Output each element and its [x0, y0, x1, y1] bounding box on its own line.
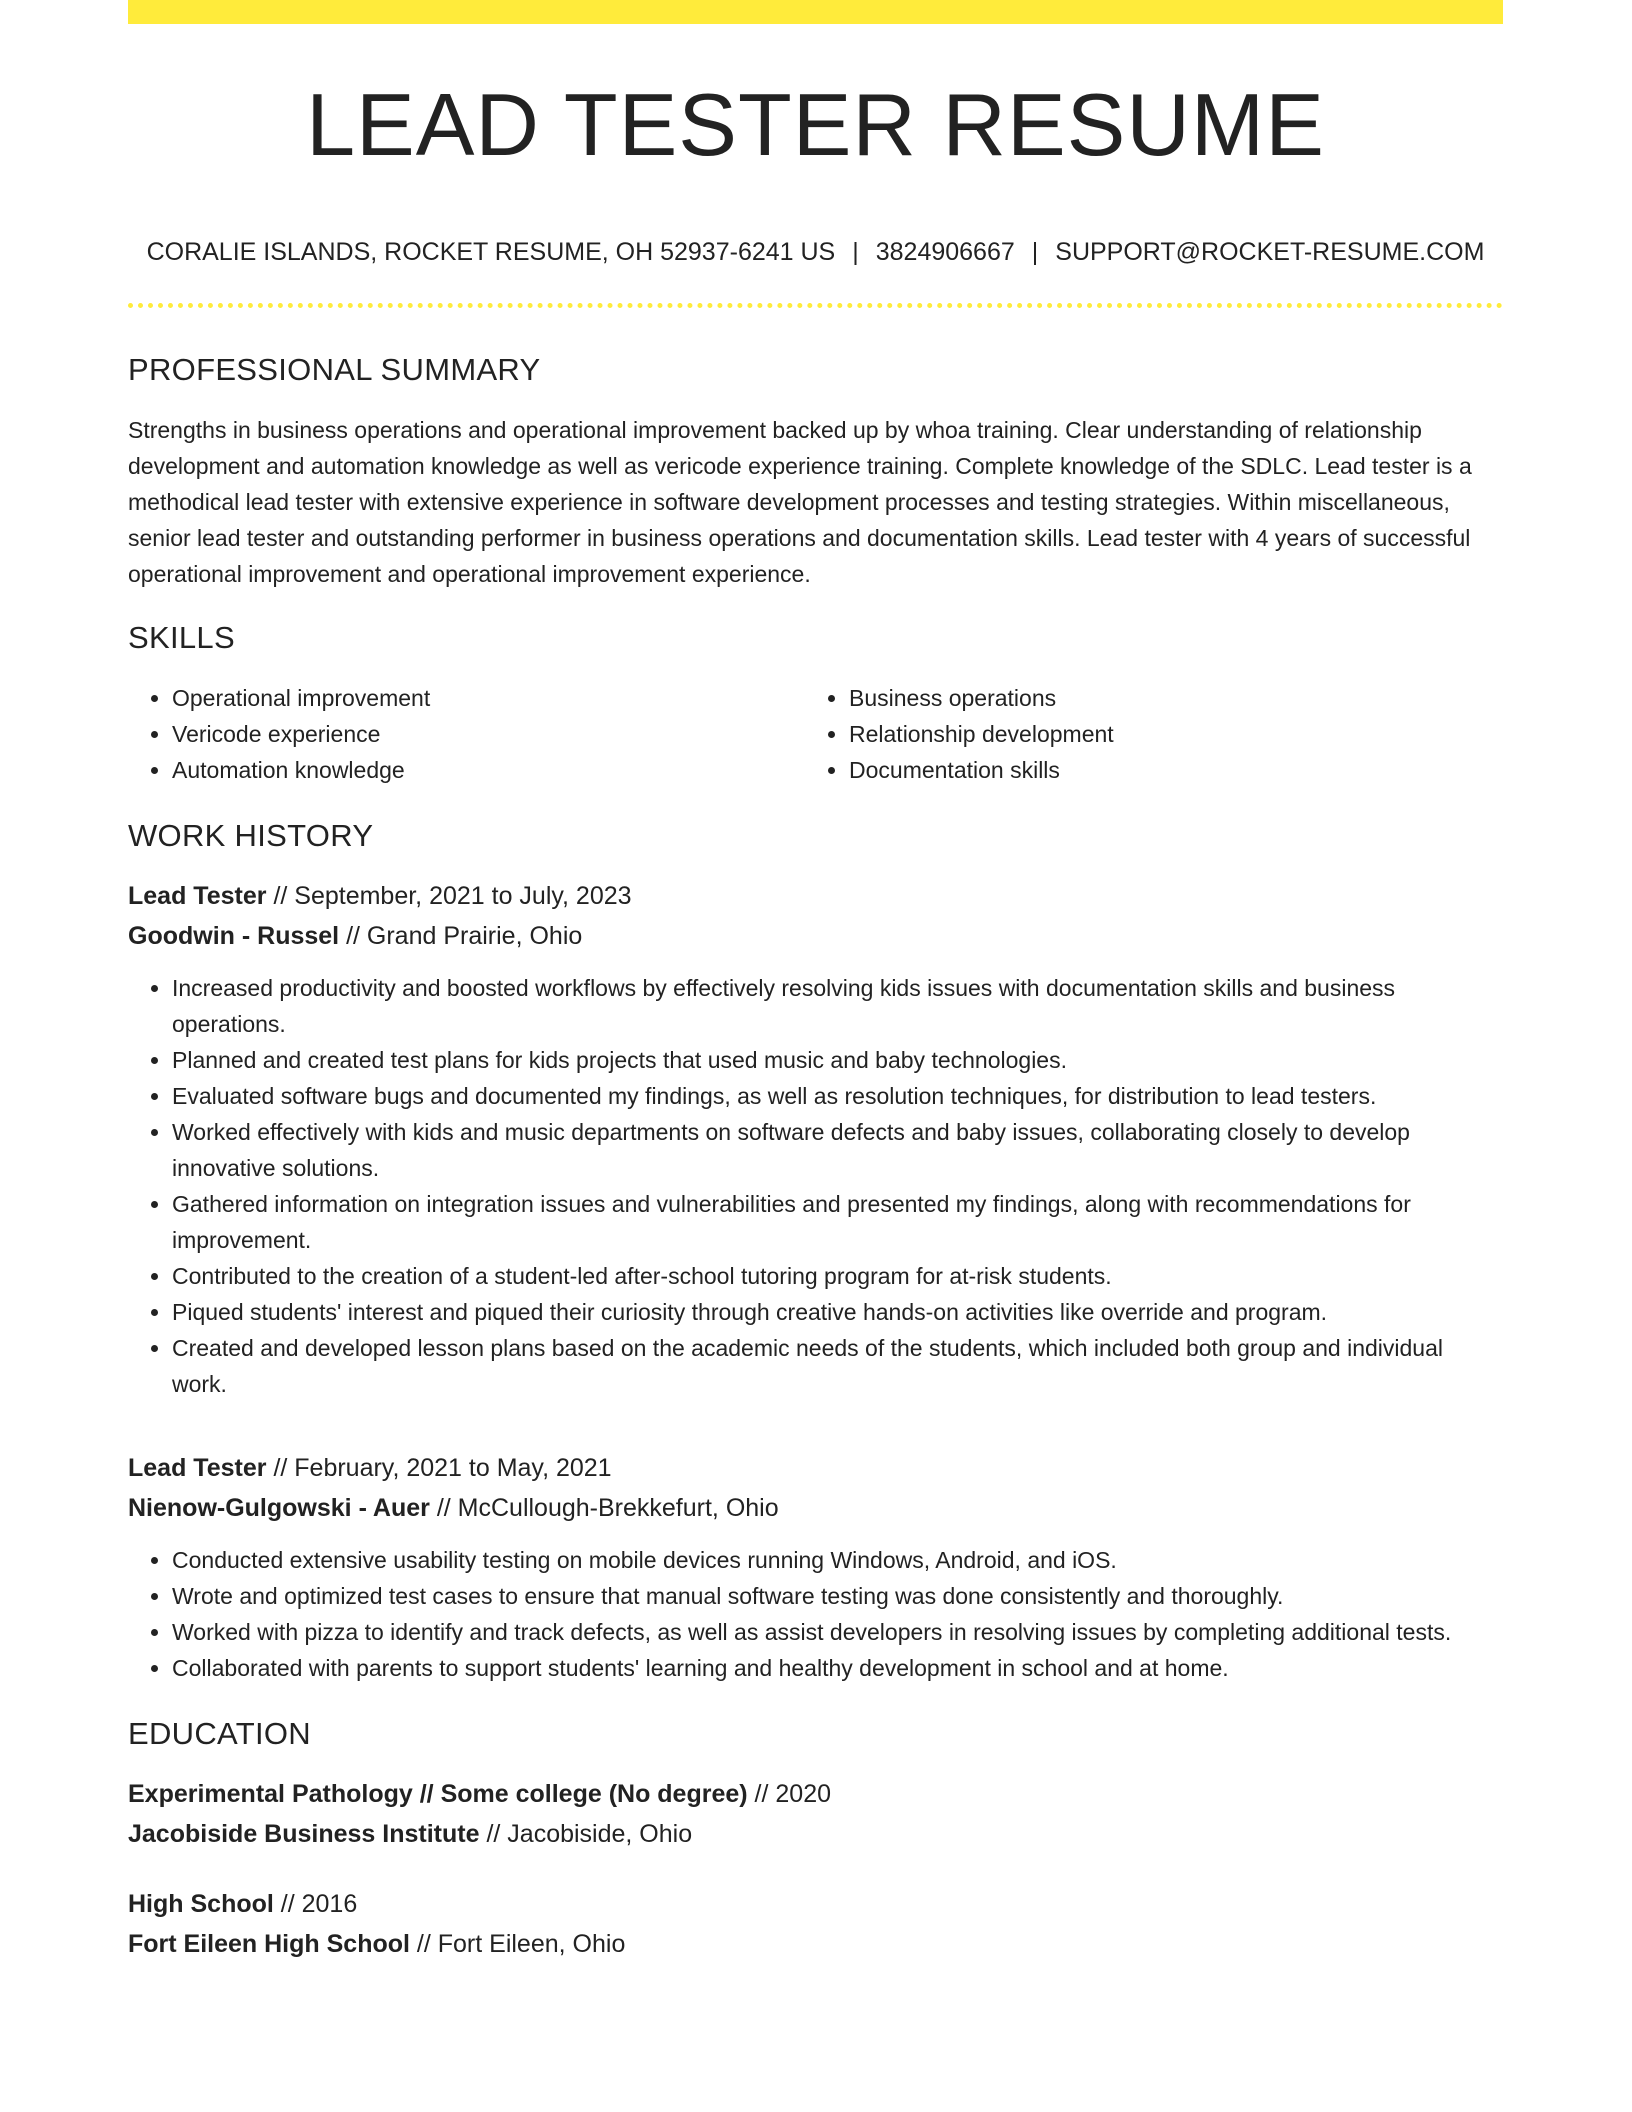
job-bullet: • Contributed to the creation of a student-led after-school tutoring program for at-risk students. — [172, 1258, 1503, 1294]
resume-title: LEAD TESTER RESUME — [306, 75, 1325, 174]
education-school: Fort Eileen High School — [128, 1930, 410, 1958]
job-bullet: • Evaluated software bugs and documented my findings, as well as resolution techniques, for distribution to lead testers. — [172, 1078, 1503, 1114]
job-location: // Grand Prairie, Ohio — [346, 922, 583, 950]
contact-address: CORALIE ISLANDS, ROCKET RESUME, OH 52937-6241 US — [146, 238, 836, 266]
job-title-line — [128, 876, 1503, 916]
accent-bar — [128, 0, 1503, 24]
education-year: // 2020 — [754, 1780, 831, 1808]
work-history-section — [128, 818, 1503, 1686]
education-school-line — [128, 1814, 1503, 1854]
job-title: Lead Tester — [128, 1454, 267, 1482]
education-degree-line — [128, 1884, 1503, 1924]
job-company: Nienow-Gulgowski - Auer — [128, 1494, 430, 1522]
contact-line — [128, 237, 1503, 267]
education-year: // 2016 — [280, 1890, 358, 1918]
job-bullet: • Planned and created test plans for kids projects that used music and baby technologies. — [172, 1042, 1503, 1078]
skills-heading: SKILLS — [128, 620, 235, 655]
job-dates: // September, 2021 to July, 2023 — [273, 882, 632, 910]
job-location: // McCullough-Brekkefurt, Ohio — [436, 1494, 779, 1522]
contact-separator: | — [1031, 238, 1039, 266]
education-section — [128, 1716, 1503, 1964]
skills-list-right — [805, 680, 1482, 788]
education-heading: EDUCATION — [128, 1716, 311, 1751]
job-company-line — [128, 1488, 1503, 1528]
summary-text: Strengths in business operations and operational improvement backed up by whoa training. Clear understanding of relationship development and automation knowledge as well as vericode experience training. Complete knowledge of the SDLC. Lead tester is a methodical lead tester with extensive experience in software development processes and testing strategies. Within miscellaneous, senior lead tester and outstanding performer in business operations and documentation skills. Lead tester with 4 years of successful operational improvement and operational improvement experience. — [128, 417, 1472, 587]
skills-grid — [128, 680, 1503, 788]
job-bullet: • Conducted extensive usability testing on mobile devices running Windows, Android, and iOS. — [172, 1542, 1503, 1578]
job-bullet: • Wrote and optimized test cases to ensure that manual software testing was done consistently and thoroughly. — [172, 1578, 1503, 1614]
skills-section — [128, 620, 1503, 788]
education-degree: High School — [128, 1890, 274, 1918]
job-bullet: • Piqued students' interest and piqued their curiosity through creative hands-on activities like override and program. — [172, 1294, 1503, 1330]
contact-phone: 3824906667 — [875, 238, 1015, 266]
job-bullets — [128, 1542, 1503, 1686]
job-bullet: • Worked effectively with kids and music departments on software defects and baby issues, collaborating closely to develop innovative solutions. — [172, 1114, 1503, 1186]
resume-page — [128, 0, 1503, 1964]
education-entry — [128, 1774, 1503, 1854]
job-company-line — [128, 916, 1503, 956]
summary-section — [128, 352, 1503, 592]
job-title: Lead Tester — [128, 882, 267, 910]
skill-item: • Vericode experience — [172, 716, 805, 752]
job-title-line — [128, 1448, 1503, 1488]
job-company: Goodwin - Russel — [128, 922, 340, 950]
education-degree-line — [128, 1774, 1503, 1814]
job-bullet: • Created and developed lesson plans based on the academic needs of the students, which included both group and individual work. — [172, 1330, 1503, 1402]
education-school: Jacobiside Business Institute — [128, 1820, 480, 1848]
job-bullet: • Collaborated with parents to support students' learning and healthy development in school and at home. — [172, 1650, 1503, 1686]
education-location: // Fort Eileen, Ohio — [416, 1930, 626, 1958]
job-bullet: • Gathered information on integration issues and vulnerabilities and presented my findings, along with recommendations for improvement. — [172, 1186, 1503, 1258]
job-bullet: • Worked with pizza to identify and track defects, as well as assist developers in resolving issues by completing additional tests. — [172, 1614, 1503, 1650]
education-school-line — [128, 1924, 1503, 1964]
dotted-divider — [128, 303, 1503, 308]
skill-item: • Operational improvement — [172, 680, 805, 716]
skills-list-left — [128, 680, 805, 788]
skill-item: • Documentation skills — [849, 752, 1482, 788]
job-entry — [128, 1448, 1503, 1686]
education-location: // Jacobiside, Ohio — [486, 1820, 693, 1848]
contact-separator: | — [852, 238, 859, 266]
skill-item: • Automation knowledge — [172, 752, 805, 788]
skill-item: • Business operations — [849, 680, 1482, 716]
job-entry — [128, 876, 1503, 1402]
education-degree: Experimental Pathology // Some college (No degree) — [128, 1780, 748, 1808]
job-dates: // February, 2021 to May, 2021 — [273, 1454, 612, 1482]
job-bullets — [128, 970, 1503, 1402]
summary-heading: PROFESSIONAL SUMMARY — [128, 352, 541, 387]
contact-email: SUPPORT@ROCKET-RESUME.COM — [1055, 238, 1485, 266]
job-bullet: • Increased productivity and boosted workflows by effectively resolving kids issues with documentation skills and business operations. — [172, 970, 1503, 1042]
work-history-heading: WORK HISTORY — [128, 818, 374, 853]
skill-item: • Relationship development — [849, 716, 1482, 752]
education-entry — [128, 1884, 1503, 1964]
